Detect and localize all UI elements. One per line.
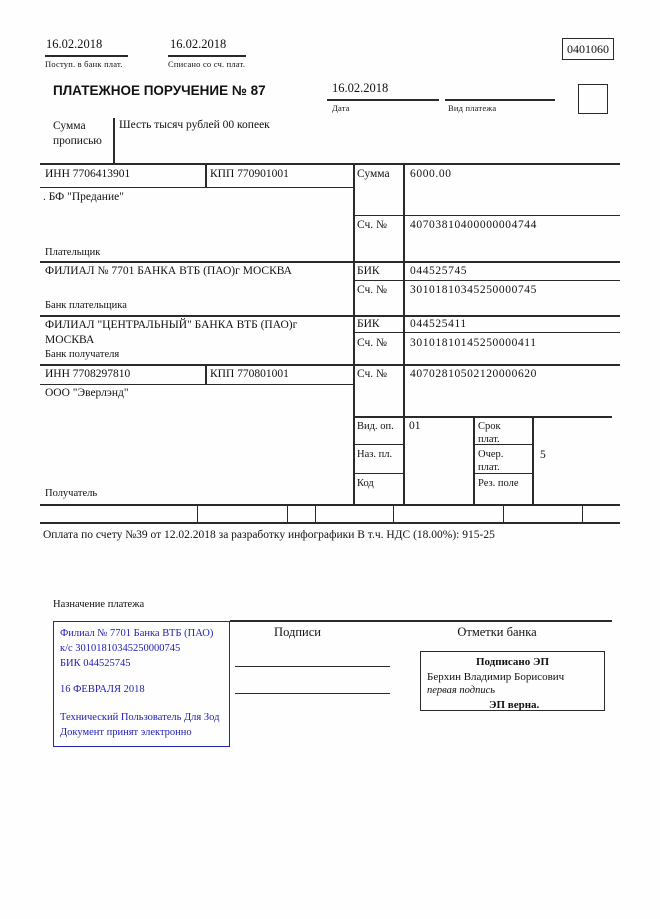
table-border <box>353 215 620 216</box>
table-border <box>582 505 583 523</box>
stamp-bik: БИК 044525745 <box>60 658 131 669</box>
stamp-date: 16 ФЕВРАЛЯ 2018 <box>60 684 145 695</box>
payee-bank-bik-label: БИК <box>357 318 380 330</box>
payee-bank-name: ФИЛИАЛ "ЦЕНТРАЛЬНЫЙ" БАНКА ВТБ (ПАО)г МОСКВА <box>45 319 298 346</box>
table-border <box>40 261 620 263</box>
payee-kpp: КПП 770801001 <box>210 368 289 380</box>
payee-account-label: Сч. № <box>357 368 388 380</box>
received-in-bank-label: Поступ. в банк плат. <box>45 59 123 69</box>
signature-line <box>235 666 390 667</box>
payment-type-label: Вид платежа <box>448 103 497 113</box>
table-border <box>315 505 316 523</box>
op-type-label: Вид. оп. <box>357 421 394 432</box>
underline <box>327 99 439 101</box>
table-border <box>353 332 620 333</box>
underline <box>45 55 128 57</box>
form-code: 0401060 <box>567 41 609 56</box>
table-border <box>353 473 403 474</box>
table-border <box>353 164 355 505</box>
table-border <box>532 417 534 505</box>
payer-bank-bik-value: 044525745 <box>410 265 468 277</box>
signatures-title: Подписи <box>274 625 321 639</box>
debited-date: 16.02.2018 <box>170 37 227 51</box>
priority-value: 5 <box>540 449 546 461</box>
payer-kpp: КПП 770901001 <box>210 168 289 180</box>
section-border <box>230 620 612 622</box>
payment-purpose-label: Назначение платежа <box>53 599 145 610</box>
table-border <box>353 416 612 418</box>
amount-label: Сумма <box>357 168 390 180</box>
payer-bank-bik-label: БИК <box>357 265 380 277</box>
payer-account-label: Сч. № <box>357 219 388 231</box>
payer-section-label: Плательщик <box>45 247 101 258</box>
table-border <box>40 364 620 366</box>
form-code-box <box>562 38 614 60</box>
table-border <box>503 505 504 523</box>
table-border <box>40 163 620 165</box>
table-border <box>403 164 405 505</box>
table-border <box>40 522 620 524</box>
table-border <box>287 505 288 523</box>
esign-verified: ЭП верна. <box>489 698 540 711</box>
due-date-label: Срок плат. <box>478 421 501 445</box>
payer-name: . БФ "Предание" <box>43 191 124 203</box>
table-border <box>40 384 353 385</box>
underline <box>168 55 246 57</box>
payer-bank-account-value: 30101810345250000745 <box>410 284 537 296</box>
payment-type-box <box>578 84 608 114</box>
esign-note: первая подпись <box>427 685 496 696</box>
table-border <box>353 444 403 445</box>
payee-inn: ИНН 7708297810 <box>45 368 131 380</box>
payer-bank-name: ФИЛИАЛ № 7701 БАНКА ВТБ (ПАО)г МОСКВА <box>45 265 292 277</box>
payer-inn: ИНН 7706413901 <box>45 168 131 180</box>
payee-bank-account-value: 30101810145250000411 <box>410 337 537 349</box>
payment-purpose-text: Оплата по счету №39 от 12.02.2018 за разработку инфографики В т.ч. НДС (18.00%): 915-25 <box>43 529 495 541</box>
esign-box <box>420 651 605 711</box>
document-title: ПЛАТЕЖНОЕ ПОРУЧЕНИЕ № 87 <box>53 83 266 98</box>
op-type-value: 01 <box>409 420 421 432</box>
esign-name: Берхин Владимир Борисович <box>427 670 565 683</box>
payee-section-label: Получатель <box>45 488 98 499</box>
date-label: Дата <box>332 103 350 113</box>
purpose-code-label: Наз. пл. <box>357 449 393 460</box>
received-in-bank-date: 16.02.2018 <box>46 37 103 51</box>
table-border <box>40 315 620 317</box>
table-border <box>205 164 207 188</box>
table-border <box>205 364 207 385</box>
stamp-bank-name: Филиал № 7701 Банка ВТБ (ПАО) <box>60 628 214 639</box>
document-date: 16.02.2018 <box>332 81 389 95</box>
payee-bank-section-label: Банк получателя <box>45 349 120 360</box>
code-label: Код <box>357 478 374 489</box>
table-border <box>40 187 353 188</box>
payer-bank-account-label: Сч. № <box>357 284 388 296</box>
bank-marks-title: Отметки банка <box>457 625 537 639</box>
table-border <box>353 280 620 281</box>
stamp-status: Документ принят электронно <box>60 727 192 738</box>
underline <box>445 99 555 101</box>
table-border <box>393 505 394 523</box>
payee-bank-account-label: Сч. № <box>357 337 388 349</box>
payee-name: ООО "Эверлэнд" <box>45 387 129 399</box>
payer-account-value: 40703810400000004744 <box>410 219 537 231</box>
amount-in-words-value: Шесть тысяч рублей 00 копеек <box>119 119 270 131</box>
payee-bank-bik-value: 044525411 <box>410 318 467 330</box>
debited-label: Списано со сч. плат. <box>168 59 246 69</box>
payee-account-value: 40702810502120000620 <box>410 368 537 380</box>
signature-line <box>235 693 390 694</box>
stamp-corr-account: к/с 30101810345250000745 <box>60 643 181 654</box>
payer-bank-section-label: Банк плательщика <box>45 300 127 311</box>
stamp-user: Технический Пользователь Для Зод <box>60 712 220 723</box>
amount-in-words-label: Сумма прописью <box>53 120 102 147</box>
table-border <box>197 505 198 523</box>
reserve-field-label: Рез. поле <box>478 478 519 489</box>
esign-title: Подписано ЭП <box>475 656 550 668</box>
amount-value: 6000.00 <box>410 168 452 180</box>
priority-label: Очер. плат. <box>478 449 504 473</box>
divider <box>113 118 115 164</box>
table-border <box>473 417 475 505</box>
bank-stamp <box>53 621 230 747</box>
